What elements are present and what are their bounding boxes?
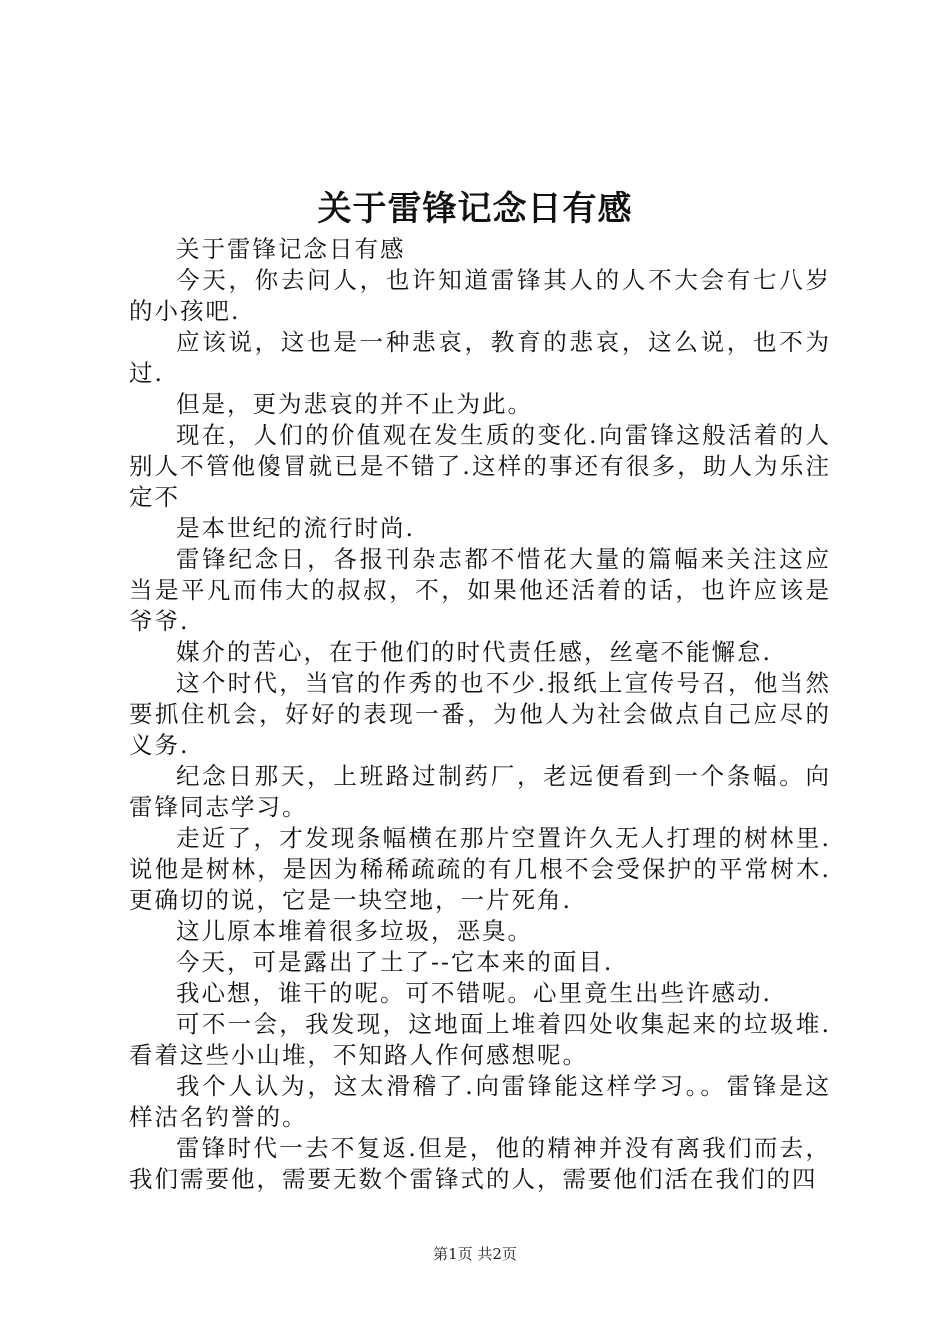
paragraph: 这个时代，当官的作秀的也不少.报纸上宣传号召，他当然要抓住机会，好好的表现一番，为他人为社会做点自己应尽的义务. <box>129 669 831 759</box>
paragraph: 是本世纪的流行时尚. <box>176 514 415 542</box>
paragraph: 今天，可是露出了土了--它本来的面目. <box>176 948 614 976</box>
paragraph: 但是，更为悲哀的并不止为此。 <box>176 390 533 418</box>
paragraph: 关于雷锋记念日有感 <box>176 235 406 263</box>
paragraph: 雷锋纪念日，各报刊杂志都不惜花大量的篇幅来关注这应当是平凡而伟大的叔叔，不，如果他还活着的话，也许应该是爷爷. <box>129 545 831 635</box>
page-number-footer: 第1页 共2页 <box>433 1245 517 1263</box>
paragraph: 我心想，谁干的呢。可不错呢。心里竟生出些许感动. <box>176 979 772 1007</box>
paragraph: 今天，你去问人，也许知道雷锋其人的人不大会有七八岁的小孩吧. <box>129 266 831 325</box>
paragraph: 媒介的苦心，在于他们的时代责任感，丝毫不能懈怠. <box>176 638 772 666</box>
paragraph: 可不一会，我发现，这地面上堆着四处收集起来的垃圾堆.看着这些小山堆，不知路人作何感想呢。 <box>129 1010 831 1069</box>
paragraph: 应该说，这也是一种悲哀，教育的悲哀，这么说，也不为过. <box>129 328 831 387</box>
document-title: 关于雷锋记念日有感 <box>317 189 633 229</box>
paragraph: 走近了，才发现条幅横在那片空置许久无人打理的树林里.说他是树林，是因为稀稀疏疏的有几根不会受保护的平常树木.更确切的说，它是一块空地，一片死角. <box>129 824 831 914</box>
paragraph: 纪念日那天，上班路过制药厂，老远便看到一个条幅。向雷锋同志学习。 <box>129 762 831 821</box>
paragraph: 雷锋时代一去不复返.但是，他的精神并没有离我们而去，我们需要他，需要无数个雷锋式的人，需要他们活在我们的四 <box>129 1134 831 1193</box>
paragraph: 现在，人们的价值观在发生质的变化.向雷锋这般活着的人别人不管他傻冒就已是不错了.这样的事还有很多，助人为乐注定不 <box>129 421 831 511</box>
paragraph: 这儿原本堆着很多垃圾，恶臭。 <box>176 917 533 945</box>
paragraph: 我个人认为，这太滑稽了.向雷锋能这样学习。。雷锋是这样沽名钓誉的。 <box>129 1072 831 1131</box>
document-body <box>129 234 831 1195</box>
